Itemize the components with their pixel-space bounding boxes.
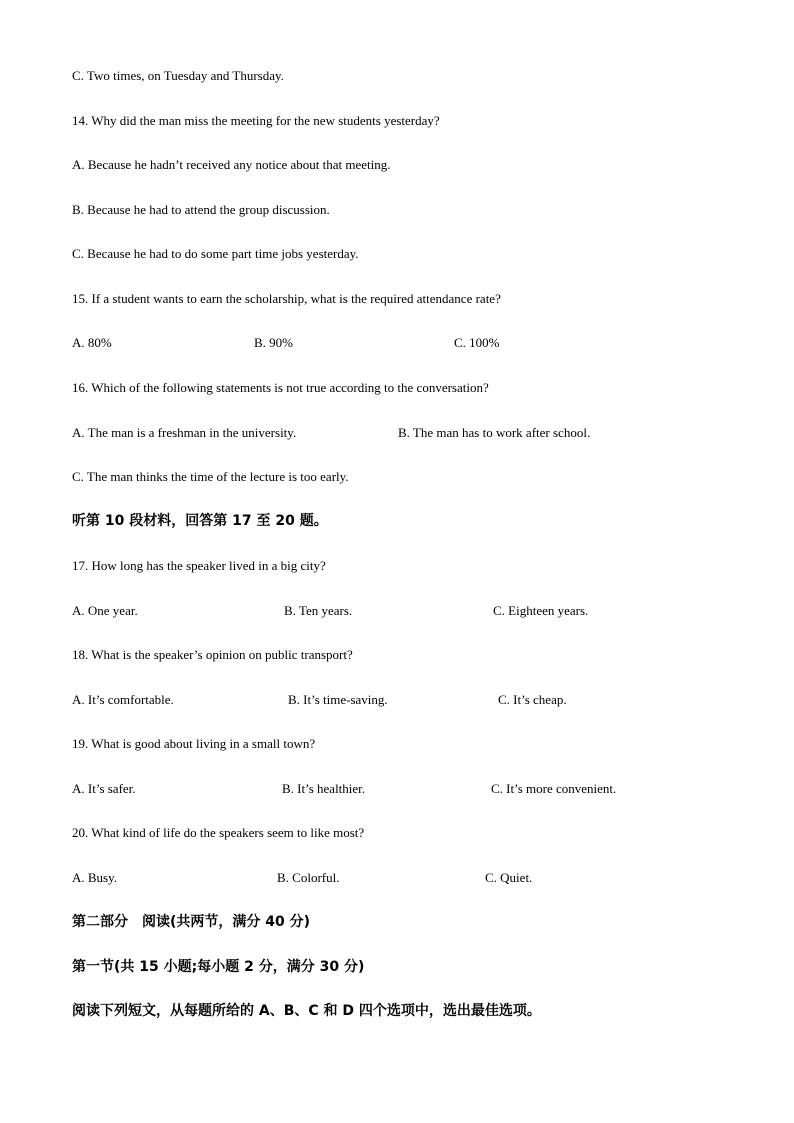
q20-option-a: A. Busy. bbox=[72, 870, 118, 885]
part-2-heading: 第二部分 阅读(共两节，满分 40 分) bbox=[72, 914, 311, 930]
section-10-heading: 听第 10 段材料，回答第 17 至 20 题。 bbox=[72, 513, 328, 529]
q18-option-c: C. It’s cheap. bbox=[498, 692, 567, 707]
q20-question: 20. What kind of life do the speakers seem to like most? bbox=[72, 825, 365, 840]
q19-option-a: A. It’s safer. bbox=[72, 781, 136, 796]
section-1-heading: 第一节(共 15 小题;每小题 2 分，满分 30 分) bbox=[72, 959, 365, 975]
q13-option-c: C. Two times, on Tuesday and Thursday. bbox=[72, 68, 284, 83]
q19-option-c: C. It’s more convenient. bbox=[491, 781, 617, 796]
q17-question: 17. How long has the speaker lived in a big city? bbox=[72, 558, 326, 573]
q17-option-b: B. Ten years. bbox=[284, 603, 353, 618]
q20-option-c: C. Quiet. bbox=[485, 870, 533, 885]
q16-option-a: A. The man is a freshman in the university. bbox=[72, 425, 297, 440]
q19-question: 19. What is good about living in a small town? bbox=[72, 736, 316, 751]
q15-question: 15. If a student wants to earn the scholarship, what is the required attendance rate? bbox=[72, 291, 501, 306]
q15-option-a: A. 80% bbox=[72, 335, 112, 350]
q20-option-b: B. Colorful. bbox=[277, 870, 340, 885]
q18-option-a: A. It’s comfortable. bbox=[72, 692, 174, 707]
q17-option-c: C. Eighteen years. bbox=[493, 603, 589, 618]
q14-option-b: B. Because he had to attend the group discussion. bbox=[72, 202, 330, 217]
q16-option-b: B. The man has to work after school. bbox=[398, 425, 591, 440]
q18-option-b: B. It’s time-saving. bbox=[288, 692, 388, 707]
reading-instruction: 阅读下列短文，从每题所给的 A、B、C 和 D 四个选项中，选出最佳选项。 bbox=[72, 1003, 541, 1019]
q15-option-b: B. 90% bbox=[254, 335, 293, 350]
q15-option-c: C. 100% bbox=[454, 335, 500, 350]
q14-option-c: C. Because he had to do some part time jobs yesterday. bbox=[72, 246, 359, 261]
q14-question: 14. Why did the man miss the meeting for the new students yesterday? bbox=[72, 113, 440, 128]
q16-option-c: C. The man thinks the time of the lecture is too early. bbox=[72, 469, 349, 484]
q19-option-b: B. It’s healthier. bbox=[282, 781, 366, 796]
q16-question: 16. Which of the following statements is not true according to the conversation? bbox=[72, 380, 489, 395]
q17-option-a: A. One year. bbox=[72, 603, 138, 618]
q18-question: 18. What is the speaker’s opinion on public transport? bbox=[72, 647, 353, 662]
q14-option-a: A. Because he hadn’t received any notice about that meeting. bbox=[72, 157, 391, 172]
